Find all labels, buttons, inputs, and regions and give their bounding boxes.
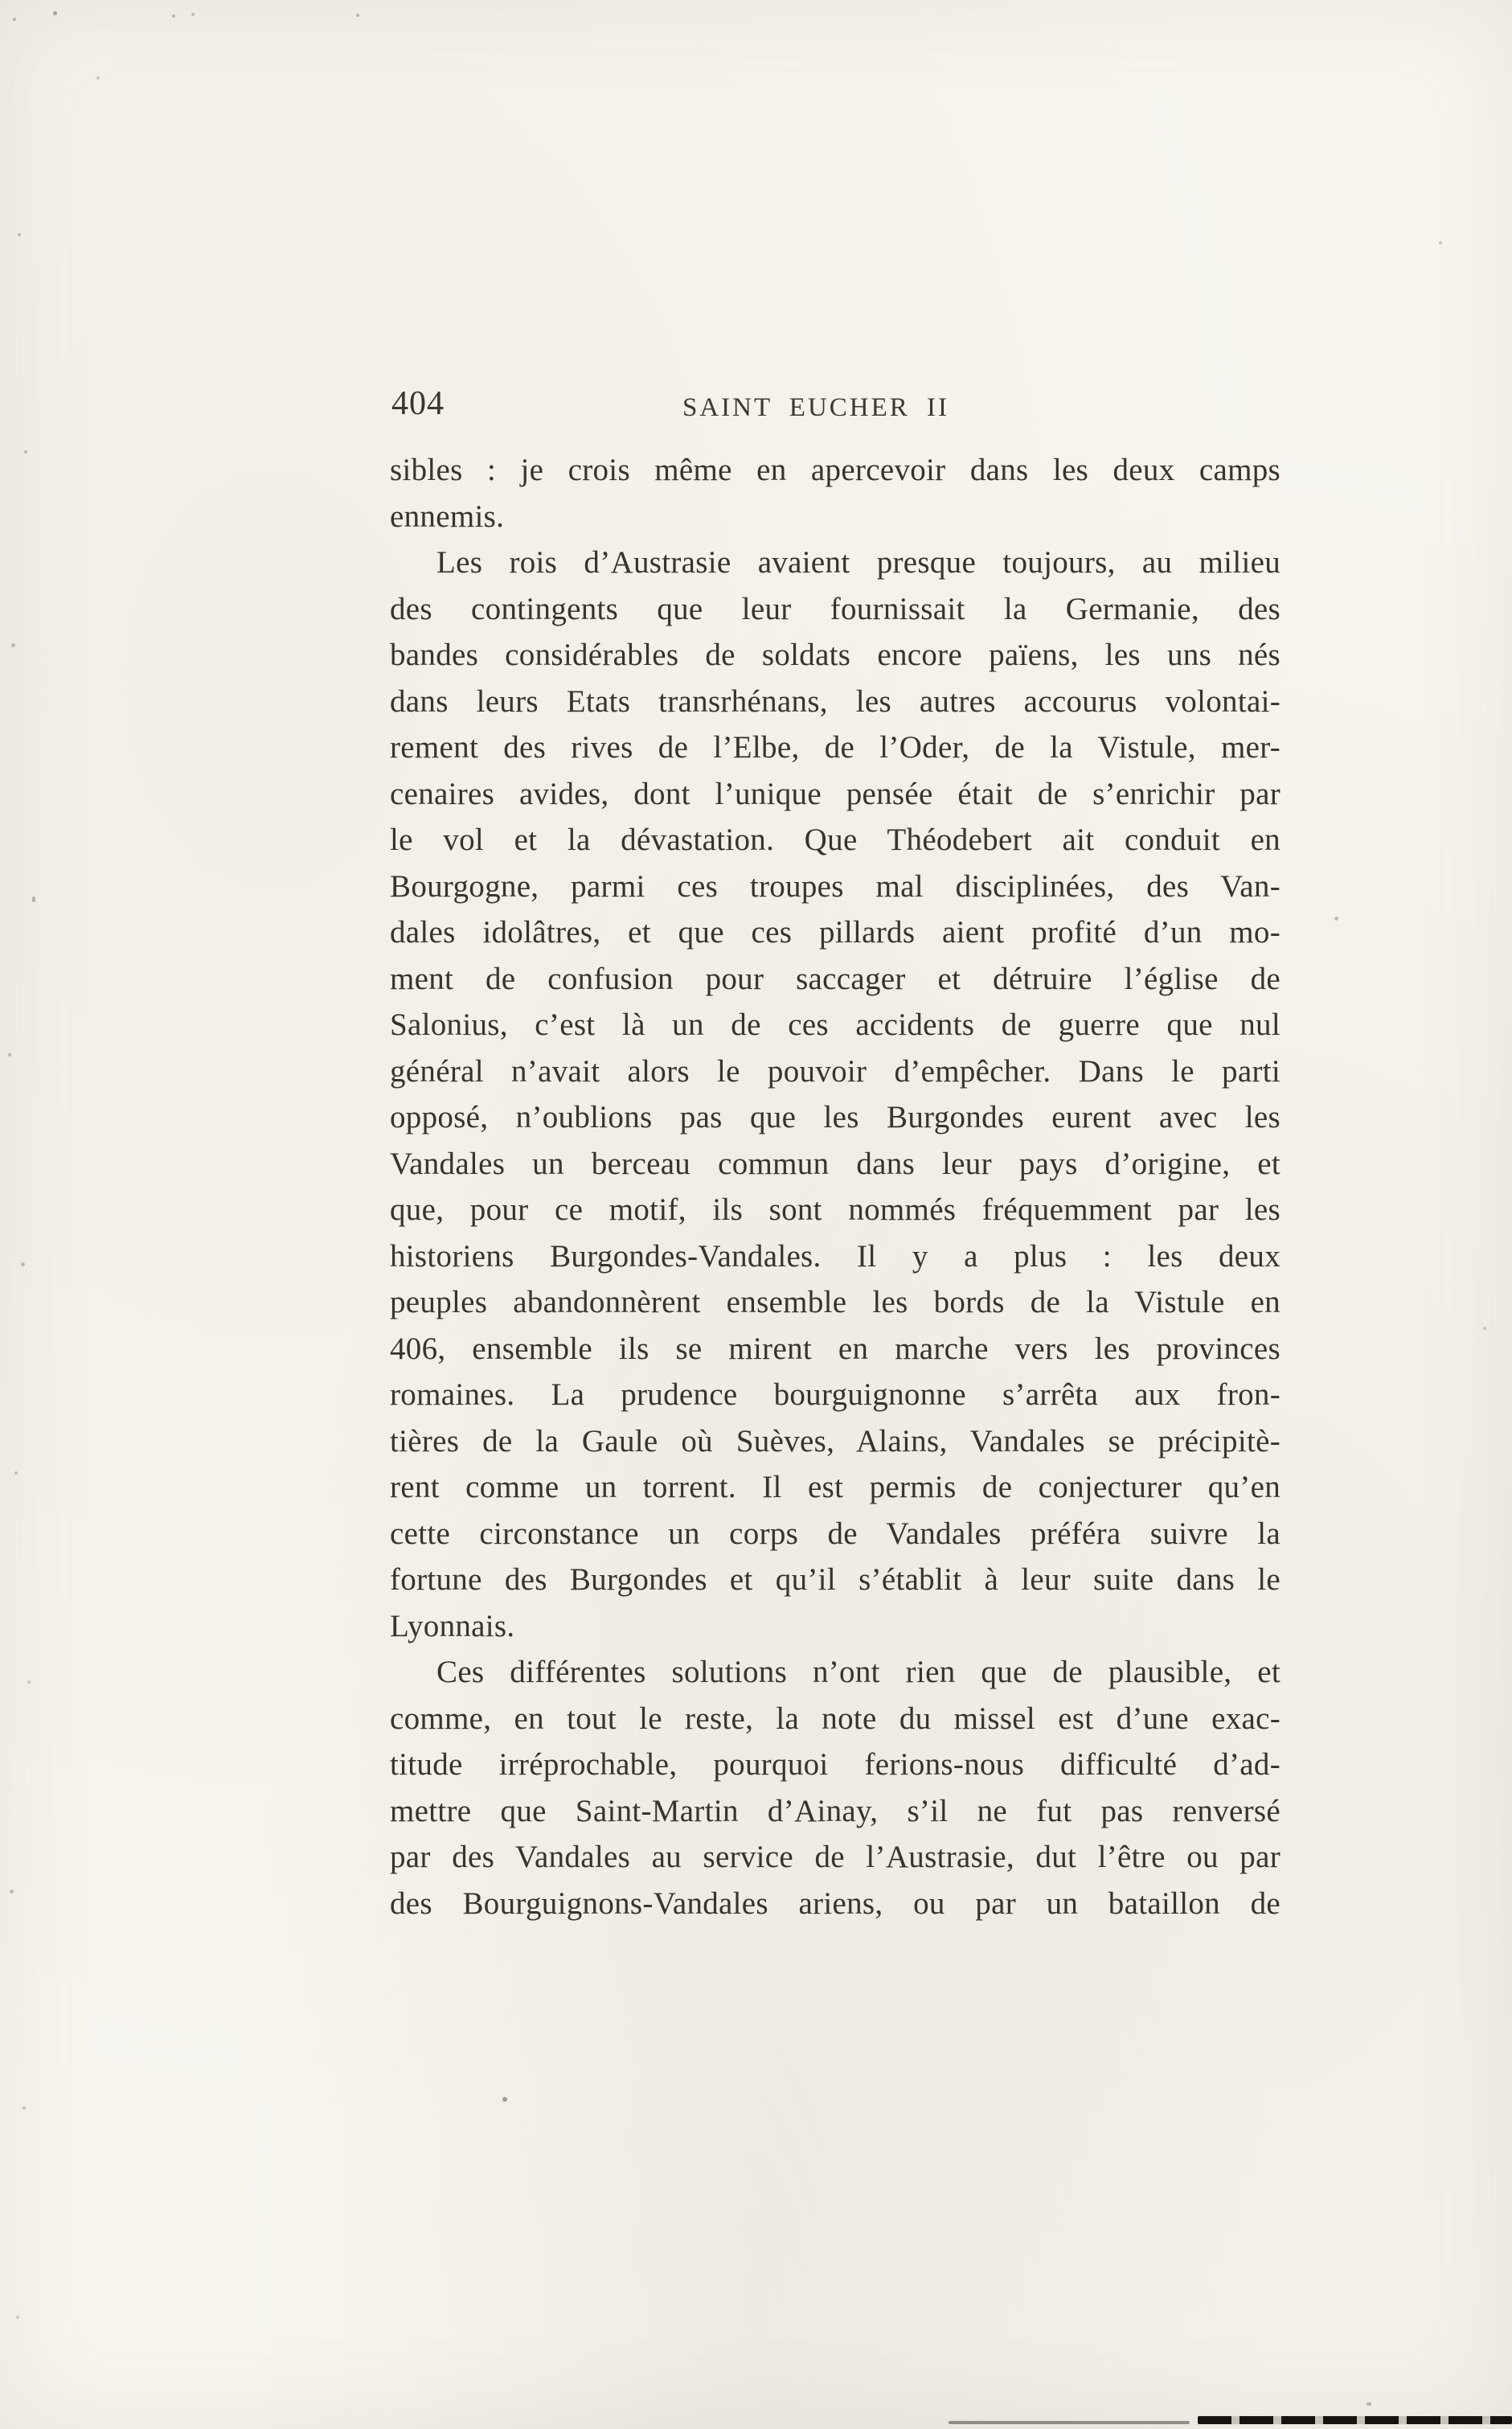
scan-speck [1439, 241, 1442, 244]
text-line: sibles : je crois même en apercevoir dans les deux camps [390, 453, 1280, 487]
text-line: historiens Burgondes-Vandales. Il y a plus : les deux [390, 1238, 1280, 1274]
running-title: SAINT EUCHER II [682, 393, 950, 422]
scan-speck [24, 450, 27, 453]
text-line: ennemis. [390, 499, 505, 534]
scan-speck [1483, 1327, 1486, 1330]
text-line: rent comme un torrent. Il est permis de conjecturer qu’en [390, 1470, 1280, 1504]
scan-speck [11, 643, 15, 647]
scan-speck [21, 1262, 25, 1266]
text-line: Salonius, c’est là un de ces accidents de guerre que nul [390, 1007, 1280, 1042]
scan-speck [14, 1471, 18, 1475]
text-line: cenaires avides, dont l’unique pensée était de s’enrichir par [390, 776, 1280, 811]
scan-edge-line [949, 2421, 1190, 2424]
scan-speck [10, 1889, 14, 1894]
text-line: mettre que Saint-Martin d’Ainay, s’il ne fut pas renversé [390, 1793, 1280, 1828]
scan-speck [1334, 917, 1338, 921]
scan-speck [32, 897, 35, 902]
text-line: romaines. La prudence bourguignonne s’arrêta aux fron- [390, 1377, 1280, 1412]
text-line: par des Vandales au service de l’Austrasie, dut l’être ou par [390, 1840, 1280, 1874]
scan-speck [172, 14, 175, 18]
text-line: dans leurs Etats transrhénans, les autres accourus volontai- [390, 683, 1280, 719]
text-line: que, pour ce motif, ils sont nommés fréquemment par les [390, 1192, 1280, 1227]
scan-speck [8, 1053, 11, 1057]
scan-speck [18, 233, 21, 236]
scan-edge-line [1198, 2416, 1512, 2424]
text-line: Vandales un berceau commun dans leur pays d’origine, et [390, 1146, 1280, 1181]
scan-speck [191, 13, 195, 16]
scan-speck [27, 1680, 31, 1684]
text-line: peuples abandonnèrent ensemble les bords de la Vistule en [390, 1285, 1280, 1319]
scan-speck [356, 14, 359, 17]
text-line: général n’avait alors le pouvoir d’empêcher. Dans le parti [390, 1053, 1280, 1089]
scan-speck [53, 11, 57, 15]
scan-speck [502, 2097, 507, 2102]
text-block [390, 447, 1280, 1926]
text-line: Bourgogne, parmi ces troupes mal disciplinées, des Van- [390, 868, 1280, 904]
text-line: ment de confusion pour saccager et détruire l’église de [390, 961, 1280, 996]
text-line: 406, ensemble ils se mirent en marche vers les provinces [390, 1331, 1280, 1366]
text-line: rement des rives de l’Elbe, de l’Oder, de la Vistule, mer- [390, 730, 1280, 765]
text-line: fortune des Burgondes et qu’il s’établit à leur suite dans le [390, 1562, 1280, 1597]
text-line: titude irréprochable, pourquoi ferions-nous difficulté d’ad- [390, 1747, 1280, 1782]
text-line: opposé, n’oublions pas que les Burgondes eurent avec les [390, 1100, 1280, 1134]
text-line: comme, en tout le reste, la note du missel est d’une exac- [390, 1701, 1280, 1736]
scan-speck [23, 2107, 26, 2110]
text-line: Ces différentes solutions n’ont rien que de plausible, et [436, 1655, 1280, 1689]
scan-speck [16, 2316, 19, 2319]
text-line: le vol et la dévastation. Que Théodebert ait conduit en [390, 823, 1280, 857]
scan-speck [13, 18, 16, 21]
text-line: tières de la Gaule où Suèves, Alains, Vandales se précipitè- [390, 1423, 1280, 1459]
scan-speck [96, 76, 100, 80]
scan-speck [1367, 2402, 1371, 2406]
text-line: des Bourguignons-Vandales ariens, ou par un bataillon de [390, 1885, 1280, 1921]
text-line: bandes considérables de soldats encore païens, les uns nés [390, 638, 1280, 672]
text-line: dales idolâtres, et que ces pillards aient profité d’un mo- [390, 915, 1280, 950]
text-line: Lyonnais. [390, 1608, 515, 1643]
page-number: 404 [391, 385, 445, 422]
text-line: des contingents que leur fournissait la Germanie, des [390, 591, 1280, 626]
text-line: cette circonstance un corps de Vandales préféra suivre la [390, 1516, 1280, 1551]
text-line: Les rois d’Austrasie avaient presque toujours, au milieu [436, 545, 1280, 580]
